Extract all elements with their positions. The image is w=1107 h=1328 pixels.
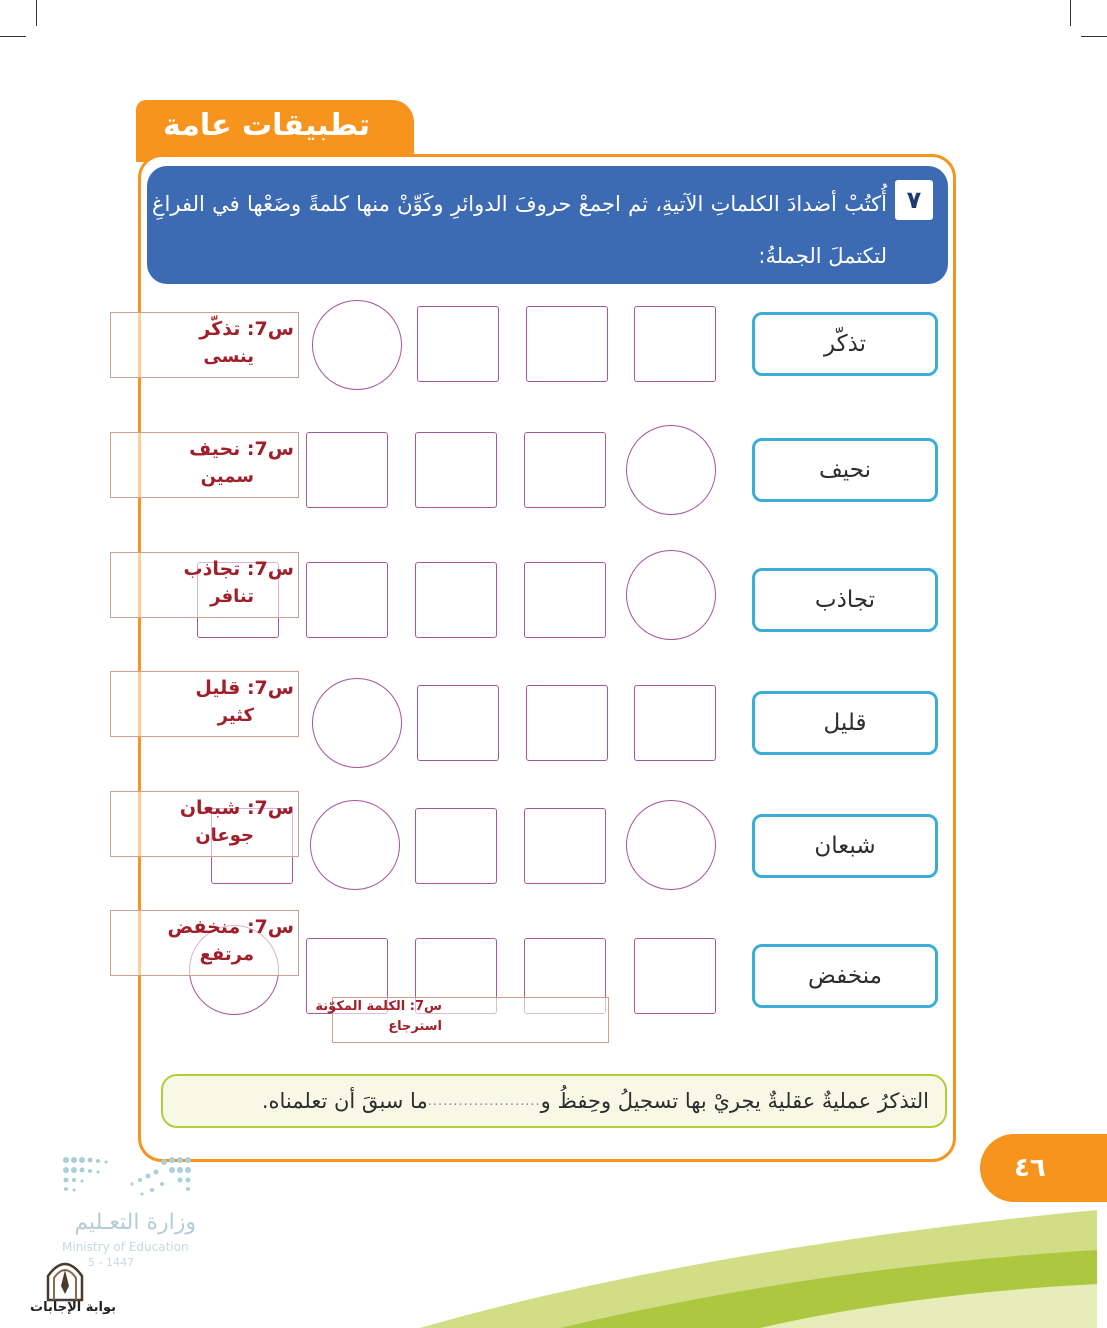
letter-circle[interactable] — [626, 550, 716, 640]
answer-annotation — [110, 791, 299, 857]
source-word-box: قليل — [752, 691, 938, 755]
crop-mark — [0, 36, 26, 37]
answer-label: س7: نحيف — [189, 438, 294, 460]
question-text: أُكتُبْ أضدادَ الكلماتِ الآتيةِ، ثم اجمعْ حروفَ الدوائرِ وكَوِّنْ منها كلمةً وضَعْها في الفراغِ لتكتملَ الجملةُ: — [152, 192, 887, 268]
letter-square[interactable] — [306, 432, 388, 508]
ministry-name-en: Ministry of Education — [62, 1240, 189, 1254]
sentence-end: ما سبقَ أن تعلمناه. — [261, 1089, 428, 1113]
ministry-year: 5 - 1447 — [88, 1256, 134, 1269]
answer-label: س7: تجاذب — [183, 558, 294, 580]
letter-square[interactable] — [524, 432, 606, 508]
letter-square[interactable] — [415, 432, 497, 508]
question-number: ٧ — [895, 180, 933, 220]
answer-annotation — [110, 312, 299, 378]
ministry-dots-logo-icon — [62, 1154, 202, 1202]
answer-value: سمين — [200, 466, 254, 487]
final-word-annotation — [315, 997, 609, 1043]
letter-square[interactable] — [417, 685, 499, 761]
letter-square[interactable] — [634, 685, 716, 761]
letter-circle[interactable] — [312, 300, 402, 390]
crop-mark — [1070, 1302, 1071, 1328]
answer-annotation — [110, 432, 299, 498]
answer-label: س7: شبعان — [179, 797, 294, 819]
crop-mark — [1081, 36, 1107, 37]
sentence-start: التذكرُ عمليةٌ عقليةٌ يجريْ بها تسجيلُ وحِفظُ و — [540, 1089, 929, 1113]
letter-square[interactable] — [524, 808, 606, 884]
letter-circle[interactable] — [626, 425, 716, 515]
answer-label: س7: قليل — [195, 677, 294, 699]
source-word-box: منخفض — [752, 944, 938, 1008]
letter-square[interactable] — [415, 562, 497, 638]
answer-label: س7: منخفض — [167, 916, 294, 938]
section-title-tab — [136, 100, 414, 162]
section-title: تطبيقات عامة — [163, 108, 370, 143]
answer-value: مرتفع — [199, 944, 254, 965]
source-word-box: تجاذب — [752, 568, 938, 632]
answer-value: تنافر — [210, 586, 254, 607]
answer-annotation — [110, 552, 299, 618]
answer-value: جوعان — [195, 825, 254, 846]
answer-value: كثير — [217, 705, 254, 726]
answer-annotation — [110, 910, 299, 976]
letter-square[interactable] — [417, 306, 499, 382]
source-word-box: تذكّر — [752, 312, 938, 376]
answer-annotation — [110, 671, 299, 737]
letter-square[interactable] — [634, 306, 716, 382]
source-word-box: شبعان — [752, 814, 938, 878]
letter-circle[interactable] — [312, 678, 402, 768]
letter-square[interactable] — [526, 306, 608, 382]
final-word-value: استرجاع — [388, 1019, 442, 1034]
letter-circle[interactable] — [310, 800, 400, 890]
letter-circle[interactable] — [626, 800, 716, 890]
portal-arch-icon — [44, 1256, 86, 1302]
letter-square[interactable] — [524, 562, 606, 638]
crop-mark — [1070, 0, 1071, 26]
portal-name: بوابة الإجابات — [30, 1300, 116, 1315]
source-word-box: نحيف — [752, 438, 938, 502]
page-number: ٤٦ — [980, 1134, 1107, 1202]
answer-value: ينسى — [203, 346, 254, 367]
sentence-blank[interactable]: ...................... — [427, 1093, 541, 1109]
letter-square[interactable] — [306, 562, 388, 638]
ministry-name-ar: وزارة التعـليم — [74, 1210, 196, 1235]
crop-mark — [36, 0, 37, 26]
answer-label: س7: تذكّر — [199, 318, 294, 340]
letter-square[interactable] — [415, 808, 497, 884]
sentence-box — [161, 1074, 947, 1128]
letter-square[interactable] — [526, 685, 608, 761]
final-word-label: س7: الكلمة المكوّنة — [315, 999, 442, 1014]
letter-square[interactable] — [634, 938, 716, 1014]
